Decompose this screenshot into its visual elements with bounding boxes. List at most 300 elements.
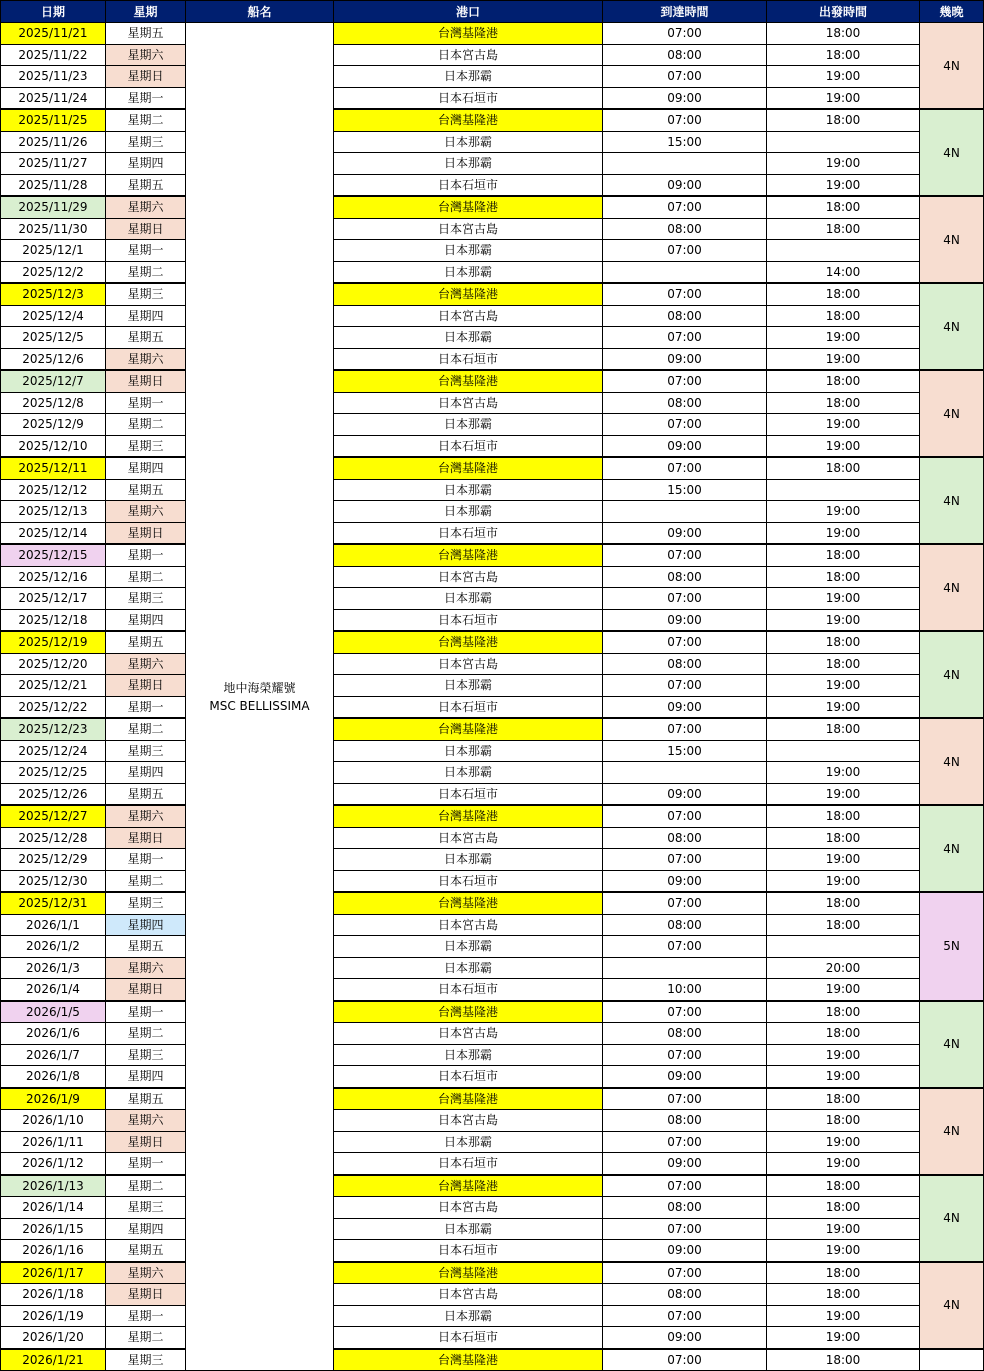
date-cell: 2025/12/30 [1, 870, 106, 892]
arrive-time-cell: 07:00 [603, 1349, 767, 1371]
arrive-time-cell: 07:00 [603, 1088, 767, 1110]
date-cell: 2025/12/12 [1, 479, 106, 501]
weekday-cell: 星期一 [106, 1001, 186, 1023]
weekday-cell: 星期五 [106, 1088, 186, 1110]
weekday-cell: 星期三 [106, 892, 186, 914]
weekday-cell: 星期日 [106, 827, 186, 849]
table-row [1, 957, 984, 979]
port-cell: 日本那霸 [334, 762, 603, 784]
date-cell: 2025/11/21 [1, 23, 106, 45]
port-cell: 日本宮古島 [334, 44, 603, 66]
weekday-cell: 星期六 [106, 196, 186, 218]
port-cell: 日本宮古島 [334, 1284, 603, 1306]
date-cell: 2025/12/14 [1, 522, 106, 544]
depart-time-cell: 19:00 [767, 66, 920, 88]
port-cell: 日本那霸 [334, 66, 603, 88]
port-cell: 日本石垣市 [334, 174, 603, 196]
nights-cell: 4N [920, 196, 984, 283]
arrive-time-cell [603, 501, 767, 523]
weekday-cell: 星期二 [106, 870, 186, 892]
depart-time-cell: 18:00 [767, 631, 920, 653]
port-cell: 台灣基隆港 [334, 23, 603, 45]
port-cell: 日本那霸 [334, 1305, 603, 1327]
nights-cell: 4N [920, 1262, 984, 1349]
table-row [1, 305, 984, 327]
arrive-time-cell: 07:00 [603, 1305, 767, 1327]
depart-time-cell: 18:00 [767, 44, 920, 66]
date-cell: 2025/12/8 [1, 392, 106, 414]
table-row [1, 870, 984, 892]
weekday-cell: 星期三 [106, 1349, 186, 1371]
depart-time-cell: 19:00 [767, 762, 920, 784]
depart-time-cell: 18:00 [767, 23, 920, 45]
ship-name-line: MSC BELLISSIMA [209, 698, 310, 713]
date-cell: 2025/12/19 [1, 631, 106, 653]
table-row [1, 762, 984, 784]
port-cell: 日本那霸 [334, 131, 603, 153]
weekday-cell: 星期三 [106, 131, 186, 153]
table-row [1, 675, 984, 697]
table-row [1, 1088, 984, 1110]
date-cell: 2025/12/25 [1, 762, 106, 784]
port-cell: 日本宮古島 [334, 566, 603, 588]
table-row [1, 109, 984, 131]
table-row [1, 261, 984, 283]
table-row [1, 588, 984, 610]
date-cell: 2025/11/29 [1, 196, 106, 218]
depart-time-cell: 18:00 [767, 392, 920, 414]
weekday-cell: 星期二 [106, 1327, 186, 1349]
arrive-time-cell: 08:00 [603, 827, 767, 849]
table-row [1, 1284, 984, 1306]
depart-time-cell: 18:00 [767, 914, 920, 936]
weekday-cell: 星期二 [106, 718, 186, 740]
date-cell: 2026/1/14 [1, 1197, 106, 1219]
port-cell: 日本石垣市 [334, 609, 603, 631]
weekday-cell: 星期二 [106, 261, 186, 283]
port-cell: 台灣基隆港 [334, 1088, 603, 1110]
arrive-time-cell: 09:00 [603, 174, 767, 196]
port-cell: 日本宮古島 [334, 1197, 603, 1219]
table-row [1, 544, 984, 566]
arrive-time-cell: 09:00 [603, 1153, 767, 1175]
header-depart: 出發時間 [767, 1, 920, 23]
port-cell: 台灣基隆港 [334, 370, 603, 392]
depart-time-cell: 19:00 [767, 348, 920, 370]
table-row [1, 131, 984, 153]
arrive-time-cell: 07:00 [603, 23, 767, 45]
date-cell: 2026/1/9 [1, 1088, 106, 1110]
table-row [1, 23, 984, 45]
port-cell: 日本那霸 [334, 501, 603, 523]
table-row [1, 805, 984, 827]
table-row [1, 327, 984, 349]
depart-time-cell: 19:00 [767, 1044, 920, 1066]
depart-time-cell: 18:00 [767, 109, 920, 131]
weekday-cell: 星期四 [106, 1218, 186, 1240]
depart-time-cell: 18:00 [767, 1088, 920, 1110]
table-row [1, 653, 984, 675]
weekday-cell: 星期三 [106, 740, 186, 762]
arrive-time-cell: 15:00 [603, 131, 767, 153]
date-cell: 2025/11/30 [1, 218, 106, 240]
table-row [1, 218, 984, 240]
table-row [1, 1175, 984, 1197]
depart-time-cell: 19:00 [767, 501, 920, 523]
weekday-cell: 星期一 [106, 87, 186, 109]
port-cell: 日本那霸 [334, 479, 603, 501]
date-cell: 2025/11/24 [1, 87, 106, 109]
depart-time-cell: 18:00 [767, 653, 920, 675]
arrive-time-cell: 08:00 [603, 653, 767, 675]
table-row [1, 740, 984, 762]
depart-time-cell: 20:00 [767, 957, 920, 979]
depart-time-cell: 19:00 [767, 414, 920, 436]
depart-time-cell: 18:00 [767, 1197, 920, 1219]
date-cell: 2025/12/9 [1, 414, 106, 436]
port-cell: 日本宮古島 [334, 914, 603, 936]
port-cell: 日本那霸 [334, 1218, 603, 1240]
port-cell: 日本那霸 [334, 327, 603, 349]
date-cell: 2026/1/16 [1, 1240, 106, 1262]
arrive-time-cell: 07:00 [603, 675, 767, 697]
depart-time-cell: 19:00 [767, 588, 920, 610]
date-cell: 2026/1/15 [1, 1218, 106, 1240]
header-weekday: 星期 [106, 1, 186, 23]
port-cell: 日本石垣市 [334, 522, 603, 544]
arrive-time-cell: 08:00 [603, 1197, 767, 1219]
arrive-time-cell: 08:00 [603, 914, 767, 936]
date-cell: 2025/12/28 [1, 827, 106, 849]
date-cell: 2025/12/20 [1, 653, 106, 675]
date-cell: 2025/12/4 [1, 305, 106, 327]
port-cell: 台灣基隆港 [334, 196, 603, 218]
arrive-time-cell: 08:00 [603, 1110, 767, 1132]
table-row [1, 1349, 984, 1371]
table-row [1, 1262, 984, 1284]
depart-time-cell [767, 240, 920, 262]
arrive-time-cell: 07:00 [603, 1131, 767, 1153]
depart-time-cell [767, 131, 920, 153]
arrive-time-cell: 08:00 [603, 392, 767, 414]
depart-time-cell: 18:00 [767, 1349, 920, 1371]
date-cell: 2025/12/15 [1, 544, 106, 566]
depart-time-cell: 18:00 [767, 1110, 920, 1132]
port-cell: 日本那霸 [334, 936, 603, 958]
port-cell: 日本石垣市 [334, 979, 603, 1001]
date-cell: 2025/12/3 [1, 283, 106, 305]
arrive-time-cell [603, 957, 767, 979]
depart-time-cell: 14:00 [767, 261, 920, 283]
table-row [1, 414, 984, 436]
table-row [1, 392, 984, 414]
weekday-cell: 星期六 [106, 501, 186, 523]
arrive-time-cell: 07:00 [603, 718, 767, 740]
port-cell: 日本石垣市 [334, 87, 603, 109]
weekday-cell: 星期三 [106, 1197, 186, 1219]
port-cell: 台灣基隆港 [334, 1001, 603, 1023]
date-cell: 2025/12/13 [1, 501, 106, 523]
port-cell: 台灣基隆港 [334, 283, 603, 305]
weekday-cell: 星期二 [106, 109, 186, 131]
arrive-time-cell: 09:00 [603, 870, 767, 892]
date-cell: 2026/1/13 [1, 1175, 106, 1197]
arrive-time-cell: 07:00 [603, 66, 767, 88]
arrive-time-cell: 07:00 [603, 457, 767, 479]
nights-cell: 4N [920, 1088, 984, 1175]
port-cell: 日本宮古島 [334, 1110, 603, 1132]
arrive-time-cell: 09:00 [603, 87, 767, 109]
date-cell: 2025/12/11 [1, 457, 106, 479]
weekday-cell: 星期五 [106, 631, 186, 653]
arrive-time-cell: 07:00 [603, 370, 767, 392]
nights-cell: 4N [920, 457, 984, 544]
arrive-time-cell: 08:00 [603, 1284, 767, 1306]
date-cell: 2025/11/25 [1, 109, 106, 131]
port-cell: 日本宮古島 [334, 653, 603, 675]
table-row [1, 174, 984, 196]
table-row [1, 979, 984, 1001]
weekday-cell: 星期五 [106, 1240, 186, 1262]
depart-time-cell: 19:00 [767, 696, 920, 718]
port-cell: 日本那霸 [334, 1044, 603, 1066]
table-row [1, 936, 984, 958]
port-cell: 日本那霸 [334, 675, 603, 697]
weekday-cell: 星期二 [106, 414, 186, 436]
date-cell: 2025/12/1 [1, 240, 106, 262]
port-cell: 日本石垣市 [334, 1240, 603, 1262]
table-row [1, 87, 984, 109]
date-cell: 2025/11/27 [1, 153, 106, 175]
date-cell: 2025/11/26 [1, 131, 106, 153]
weekday-cell: 星期四 [106, 762, 186, 784]
table-row [1, 1218, 984, 1240]
arrive-time-cell: 08:00 [603, 305, 767, 327]
table-row [1, 435, 984, 457]
weekday-cell: 星期一 [106, 240, 186, 262]
depart-time-cell [767, 936, 920, 958]
weekday-cell: 星期四 [106, 609, 186, 631]
header-date: 日期 [1, 1, 106, 23]
arrive-time-cell: 07:00 [603, 414, 767, 436]
header-port: 港口 [334, 1, 603, 23]
date-cell: 2026/1/5 [1, 1001, 106, 1023]
port-cell: 台灣基隆港 [334, 718, 603, 740]
weekday-cell: 星期一 [106, 849, 186, 871]
date-cell: 2025/12/24 [1, 740, 106, 762]
arrive-time-cell: 07:00 [603, 805, 767, 827]
port-cell: 日本石垣市 [334, 696, 603, 718]
arrive-time-cell: 08:00 [603, 44, 767, 66]
depart-time-cell: 19:00 [767, 435, 920, 457]
table-row [1, 66, 984, 88]
port-cell: 日本那霸 [334, 849, 603, 871]
table-row [1, 479, 984, 501]
arrive-time-cell: 07:00 [603, 283, 767, 305]
weekday-cell: 星期一 [106, 1153, 186, 1175]
arrive-time-cell: 07:00 [603, 544, 767, 566]
port-cell: 日本那霸 [334, 261, 603, 283]
arrive-time-cell: 08:00 [603, 1023, 767, 1045]
date-cell: 2026/1/6 [1, 1023, 106, 1045]
table-row [1, 1153, 984, 1175]
date-cell: 2025/12/22 [1, 696, 106, 718]
arrive-time-cell [603, 762, 767, 784]
weekday-cell: 星期日 [106, 979, 186, 1001]
header-arrive: 到達時間 [603, 1, 767, 23]
port-cell: 台灣基隆港 [334, 109, 603, 131]
depart-time-cell: 18:00 [767, 196, 920, 218]
arrive-time-cell: 07:00 [603, 196, 767, 218]
arrive-time-cell [603, 153, 767, 175]
nights-cell: 4N [920, 23, 984, 110]
weekday-cell: 星期四 [106, 153, 186, 175]
nights-cell: 4N [920, 1175, 984, 1262]
depart-time-cell: 19:00 [767, 849, 920, 871]
arrive-time-cell: 09:00 [603, 696, 767, 718]
port-cell: 日本那霸 [334, 740, 603, 762]
depart-time-cell: 18:00 [767, 827, 920, 849]
weekday-cell: 星期六 [106, 44, 186, 66]
date-cell: 2026/1/11 [1, 1131, 106, 1153]
table-row [1, 1197, 984, 1219]
port-cell: 台灣基隆港 [334, 892, 603, 914]
arrive-time-cell: 07:00 [603, 109, 767, 131]
weekday-cell: 星期六 [106, 1110, 186, 1132]
depart-time-cell: 19:00 [767, 522, 920, 544]
weekday-cell: 星期四 [106, 914, 186, 936]
depart-time-cell: 18:00 [767, 1175, 920, 1197]
port-cell: 日本宮古島 [334, 1023, 603, 1045]
weekday-cell: 星期三 [106, 435, 186, 457]
table-row [1, 501, 984, 523]
date-cell: 2026/1/20 [1, 1327, 106, 1349]
depart-time-cell: 19:00 [767, 1066, 920, 1088]
port-cell: 日本那霸 [334, 957, 603, 979]
date-cell: 2025/12/18 [1, 609, 106, 631]
depart-time-cell: 19:00 [767, 1131, 920, 1153]
weekday-cell: 星期日 [106, 1284, 186, 1306]
depart-time-cell: 19:00 [767, 1305, 920, 1327]
depart-time-cell: 19:00 [767, 153, 920, 175]
weekday-cell: 星期六 [106, 348, 186, 370]
weekday-cell: 星期一 [106, 1305, 186, 1327]
weekday-cell: 星期三 [106, 588, 186, 610]
port-cell: 日本宮古島 [334, 218, 603, 240]
weekday-cell: 星期日 [106, 522, 186, 544]
depart-time-cell: 19:00 [767, 675, 920, 697]
weekday-cell: 星期四 [106, 457, 186, 479]
table-row [1, 522, 984, 544]
table-row [1, 1110, 984, 1132]
depart-time-cell: 18:00 [767, 1001, 920, 1023]
arrive-time-cell: 10:00 [603, 979, 767, 1001]
arrive-time-cell: 08:00 [603, 566, 767, 588]
weekday-cell: 星期五 [106, 479, 186, 501]
depart-time-cell: 18:00 [767, 457, 920, 479]
depart-time-cell: 19:00 [767, 1240, 920, 1262]
port-cell: 日本宮古島 [334, 392, 603, 414]
weekday-cell: 星期一 [106, 544, 186, 566]
depart-time-cell [767, 740, 920, 762]
table-row [1, 1327, 984, 1349]
table-row [1, 718, 984, 740]
depart-time-cell [767, 479, 920, 501]
port-cell: 台灣基隆港 [334, 1262, 603, 1284]
nights-cell: 5N [920, 892, 984, 1001]
weekday-cell: 星期日 [106, 218, 186, 240]
table-row [1, 196, 984, 218]
table-row [1, 1305, 984, 1327]
depart-time-cell: 19:00 [767, 327, 920, 349]
table-row [1, 1001, 984, 1023]
date-cell: 2026/1/4 [1, 979, 106, 1001]
weekday-cell: 星期四 [106, 305, 186, 327]
header-nights: 幾晚 [920, 1, 984, 23]
weekday-cell: 星期六 [106, 653, 186, 675]
weekday-cell: 星期四 [106, 1066, 186, 1088]
port-cell: 日本那霸 [334, 153, 603, 175]
weekday-cell: 星期三 [106, 283, 186, 305]
weekday-cell: 星期日 [106, 1131, 186, 1153]
weekday-cell: 星期三 [106, 1044, 186, 1066]
date-cell: 2025/12/27 [1, 805, 106, 827]
date-cell: 2025/12/29 [1, 849, 106, 871]
weekday-cell: 星期六 [106, 957, 186, 979]
table-row [1, 457, 984, 479]
depart-time-cell: 18:00 [767, 1023, 920, 1045]
table-row [1, 827, 984, 849]
date-cell: 2025/12/6 [1, 348, 106, 370]
table-row [1, 153, 984, 175]
nights-cell: 4N [920, 283, 984, 370]
arrive-time-cell: 09:00 [603, 435, 767, 457]
table-row [1, 370, 984, 392]
port-cell: 台灣基隆港 [334, 544, 603, 566]
date-cell: 2025/12/2 [1, 261, 106, 283]
arrive-time-cell: 07:00 [603, 588, 767, 610]
port-cell: 日本宮古島 [334, 827, 603, 849]
table-row [1, 783, 984, 805]
table-row [1, 240, 984, 262]
table-row [1, 849, 984, 871]
depart-time-cell: 18:00 [767, 892, 920, 914]
port-cell: 日本那霸 [334, 240, 603, 262]
weekday-cell: 星期一 [106, 696, 186, 718]
date-cell: 2025/12/10 [1, 435, 106, 457]
date-cell: 2025/11/22 [1, 44, 106, 66]
header-row [1, 1, 984, 23]
arrive-time-cell: 07:00 [603, 240, 767, 262]
weekday-cell: 星期一 [106, 392, 186, 414]
port-cell: 日本宮古島 [334, 305, 603, 327]
ship-name-line: 地中海榮耀號 [223, 680, 296, 695]
schedule-body [1, 23, 984, 1371]
date-cell: 2025/12/31 [1, 892, 106, 914]
depart-time-cell: 19:00 [767, 1327, 920, 1349]
table-row [1, 1131, 984, 1153]
date-cell: 2026/1/1 [1, 914, 106, 936]
nights-cell: 4N [920, 718, 984, 805]
date-cell: 2025/12/16 [1, 566, 106, 588]
arrive-time-cell: 09:00 [603, 1066, 767, 1088]
port-cell: 台灣基隆港 [334, 457, 603, 479]
depart-time-cell: 19:00 [767, 87, 920, 109]
arrive-time-cell: 07:00 [603, 892, 767, 914]
depart-time-cell: 19:00 [767, 1153, 920, 1175]
port-cell: 日本那霸 [334, 414, 603, 436]
port-cell: 日本那霸 [334, 1131, 603, 1153]
